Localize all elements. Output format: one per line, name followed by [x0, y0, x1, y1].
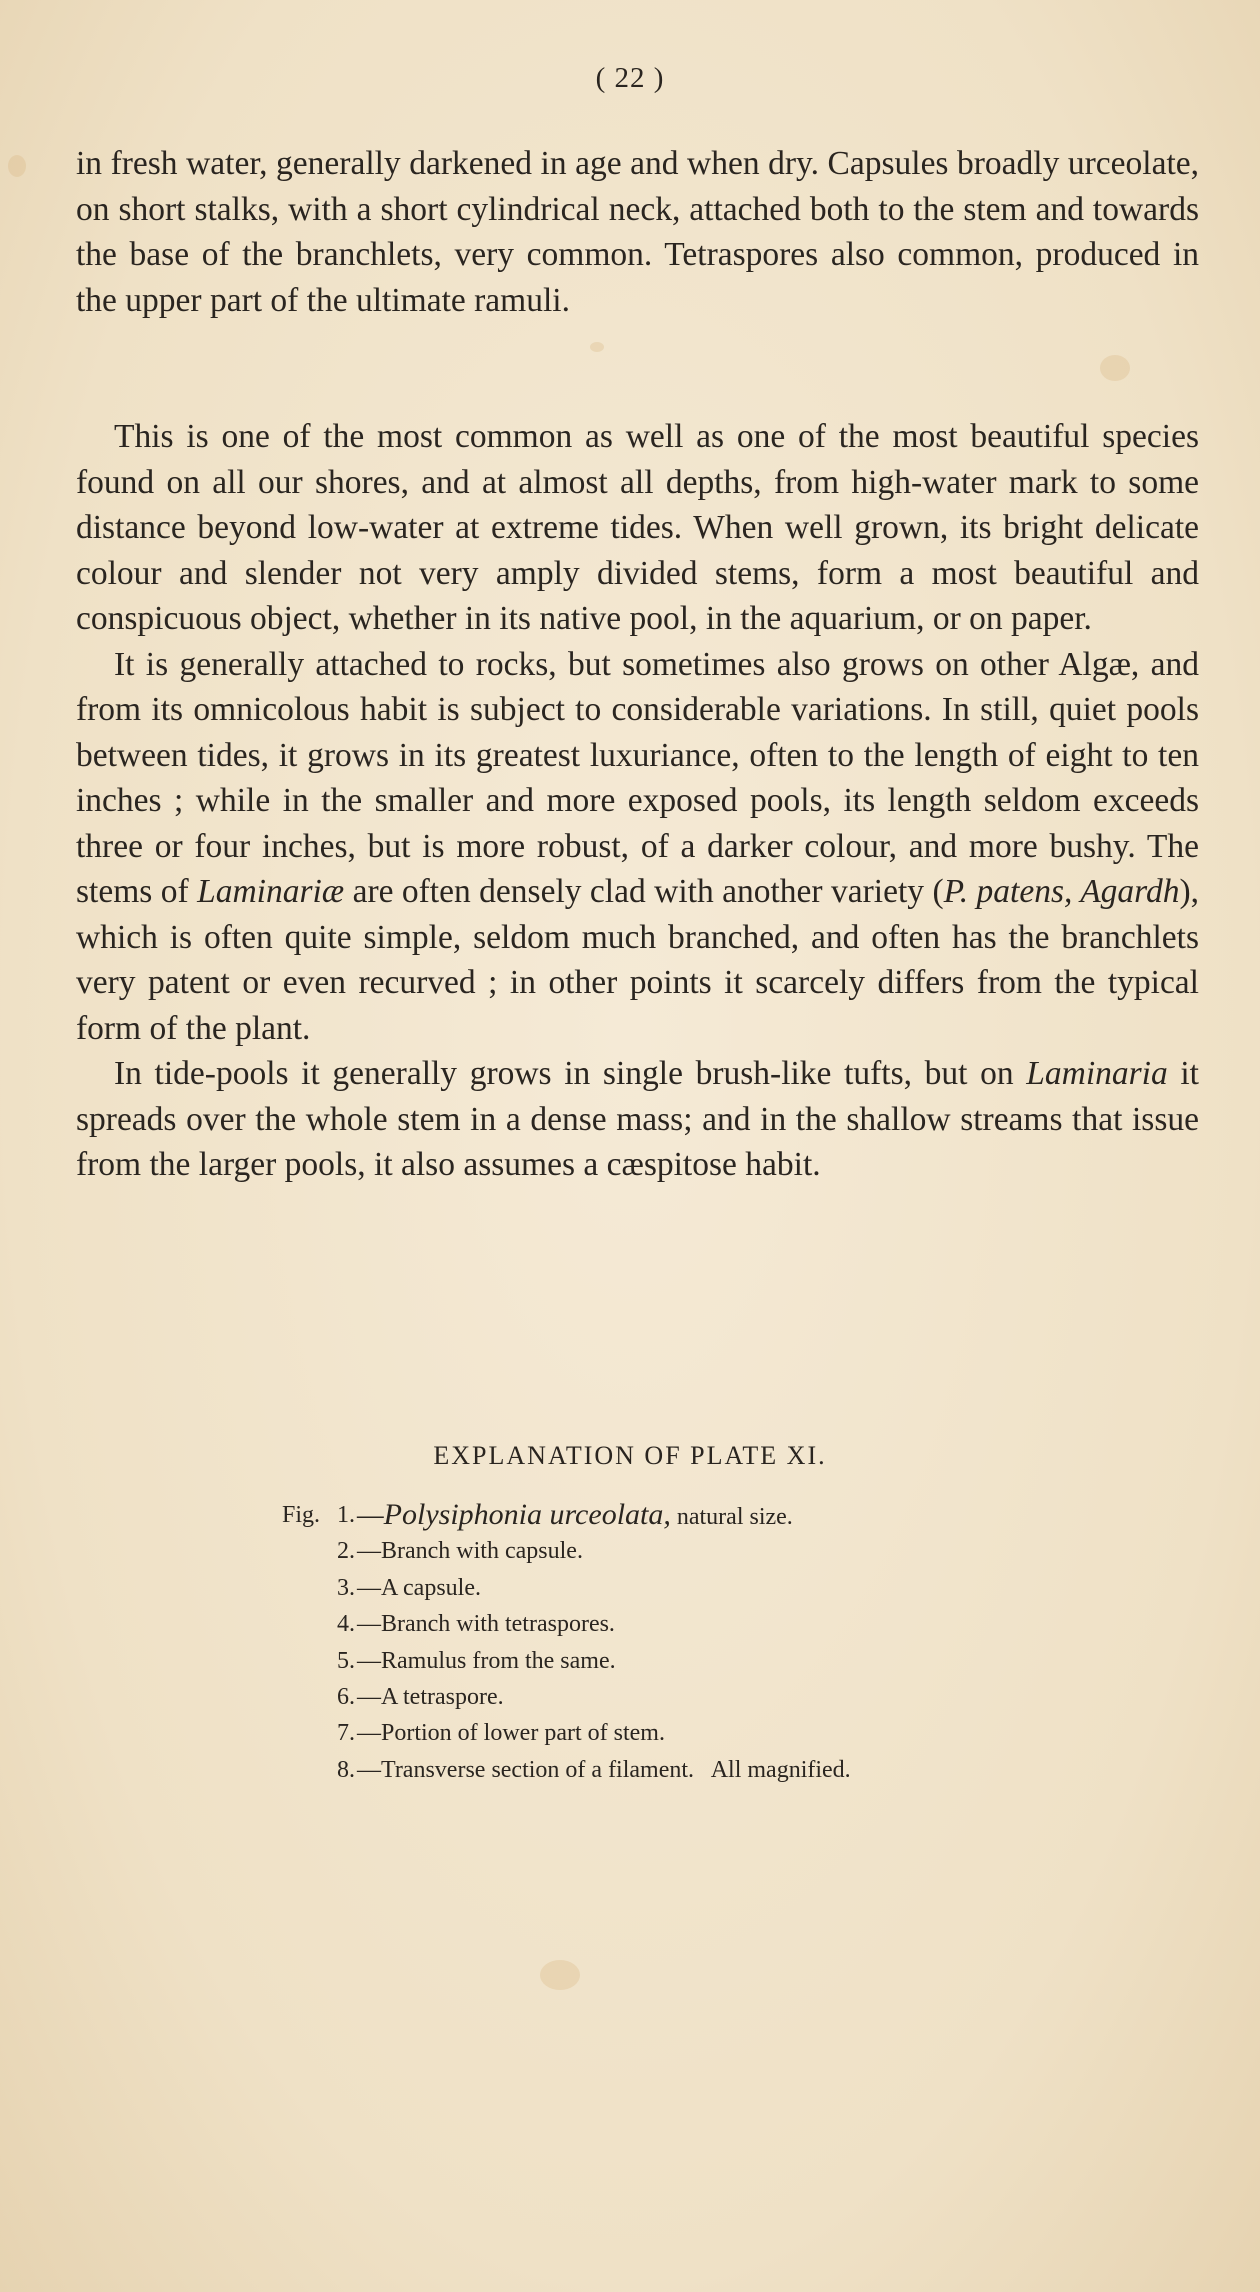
figure-description: —Portion of lower part of stem. — [357, 1720, 665, 1747]
figure-prefix: Fig. — [282, 1502, 321, 1528]
text-run: ), which is often quite simple, seldom much branched, and often has the branchlets very patent or even recurved ; in other points it scarcely differs from the typical form of the plant. — [76, 873, 1200, 1047]
paragraph — [76, 1051, 1199, 1188]
italic-term: Laminaria — [1026, 1055, 1168, 1092]
figure-item — [0, 1679, 1260, 1715]
figure-number: 3. — [337, 1574, 355, 1601]
main-text — [76, 414, 1199, 1188]
text-run: it spreads over the whole stem in a dense mass; and in the shallow streams that issue from the larger pools, it also assumes a cæspitose habit. — [76, 1055, 1199, 1183]
text-run: In tide-pools it generally grows in single brush-like tufts, but on — [114, 1055, 1027, 1092]
figure-description: —A capsule. — [357, 1574, 481, 1601]
figure-number: 7. — [337, 1720, 355, 1747]
paragraph-text: in fresh water, generally darkened in age and when dry. Capsules broadly urceolate, on short stalks, with a short cylindrical neck, attached both to the stem and towards the base of the branchlets, very common. Tetraspores also common, produced in the upper part of the ultimate ramuli. — [76, 145, 1199, 319]
foxing-spot — [590, 342, 604, 352]
foxing-spot — [1100, 355, 1130, 381]
figure-description: —Branch with tetraspores. — [357, 1611, 615, 1638]
figure-note: natural size. — [670, 1504, 793, 1530]
figure-item — [0, 1570, 1260, 1606]
paragraph: This is one of the most common as well as one of the most beautiful species found on all our shores, and at almost all depths, from high-water mark to some distance beyond low-water at extreme tides. When well grown, its bright delicate colour and slender not very amply divided stems, form a most beautiful and conspicuous object, whether in its native pool, in the aquarium, or on paper. — [76, 418, 1199, 637]
figure-list — [0, 1497, 1260, 1788]
figure-description: —Ramulus from the same. — [357, 1647, 616, 1674]
figure-number: 1. — [337, 1502, 355, 1528]
italic-term: Laminariæ — [197, 873, 345, 910]
page-number: ( 22 ) — [595, 62, 665, 94]
figure-number: 8. — [337, 1756, 355, 1783]
foxing-spot — [540, 1960, 580, 1990]
explanation-title: EXPLANATION OF PLATE XI. — [433, 1441, 827, 1470]
figure-item — [0, 1497, 1260, 1533]
figure-description: —Branch with capsule. — [357, 1538, 583, 1565]
text-run: are often densely clad with another variety ( — [344, 873, 944, 910]
figure-description: —Transverse section of a filament. All magnified. — [357, 1756, 851, 1783]
figure-number: 4. — [337, 1611, 355, 1638]
species-name: —Polysiphonia urceolata, — [357, 1498, 671, 1531]
figure-description — [357, 1497, 793, 1535]
figure-number: 2. — [337, 1538, 355, 1565]
figure-item — [0, 1752, 1260, 1788]
continued-paragraph — [76, 141, 1199, 323]
figure-number: 6. — [337, 1683, 355, 1710]
figure-item — [0, 1643, 1260, 1679]
figure-item — [0, 1606, 1260, 1642]
paragraph — [76, 642, 1199, 1052]
italic-term: P. patens, Agardh — [943, 873, 1180, 910]
foxing-spot — [8, 155, 26, 177]
figure-item — [0, 1715, 1260, 1751]
figure-description: —A tetraspore. — [357, 1683, 504, 1710]
text-run: It is generally attached to rocks, but sometimes also grows on other Algæ, and from its omnicolous habit is subject to considerable variations. In still, quiet pools between tides, it grows in its greatest luxuriance, often to the length of eight to ten inches ; while in the smaller and more exposed pools, its length seldom exceeds three or four inches, but is more robust, of a darker colour, and more bushy. The stems of — [76, 645, 1199, 910]
figure-number: 5. — [337, 1647, 355, 1674]
figure-item — [0, 1533, 1260, 1569]
